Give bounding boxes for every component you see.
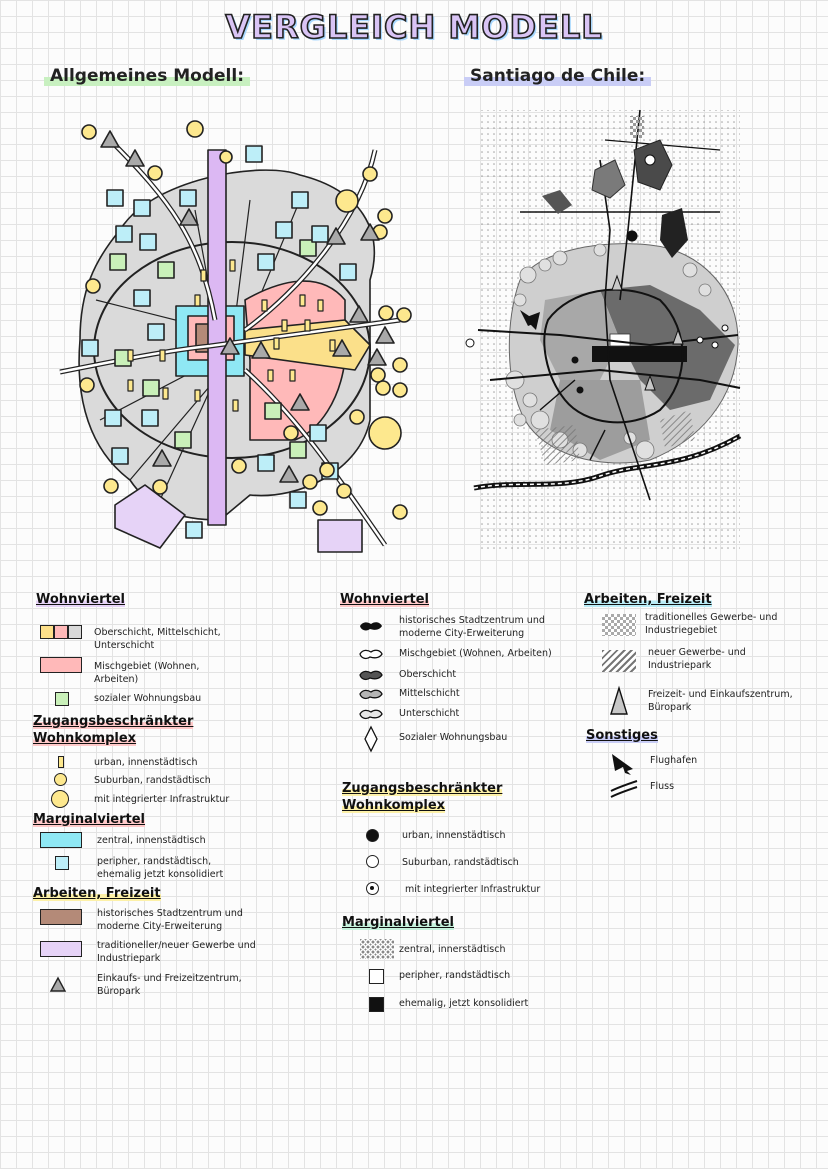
blob-black-icon bbox=[358, 619, 384, 633]
legend-mid-item: Unterschicht bbox=[399, 708, 460, 719]
legend-left-marginal-heading: Marginalviertel bbox=[33, 812, 146, 827]
swatch-infrastruktur-circle bbox=[51, 790, 69, 808]
swatch-marginal-zentral-pattern bbox=[360, 939, 394, 959]
legend-right-item: Flughafen bbox=[650, 755, 698, 766]
legend-left-item: sozialer Wohnungsbau bbox=[94, 693, 202, 704]
legend-mid-item: mit integrierter Infrastruktur bbox=[405, 884, 541, 895]
legend-mid-item: Oberschicht bbox=[399, 669, 457, 680]
legend-mid-marginal-heading: Marginalviertel bbox=[342, 915, 455, 930]
swatch-marginal-peripher-white bbox=[369, 969, 384, 984]
blob-light-icon bbox=[358, 707, 384, 721]
triangle-icon bbox=[609, 686, 629, 716]
swatch-gewerbe-checker bbox=[602, 614, 636, 636]
diamond-icon bbox=[364, 726, 378, 752]
legend-mid-item: Suburban, randstädtisch bbox=[402, 857, 519, 868]
swatch-suburban-circle bbox=[54, 773, 67, 786]
blob-gray-icon bbox=[358, 687, 384, 701]
legend-mid-wohnviertel-heading: Wohnviertel bbox=[340, 592, 429, 607]
swatch-mischgebiet bbox=[40, 657, 82, 673]
legend-left-zugang-heading-2: Wohnkomplex bbox=[33, 731, 137, 746]
swatch-marginal-konsolidiert bbox=[369, 997, 384, 1012]
legend-right-item: Freizeit- und Einkaufszentrum, Büropark bbox=[648, 689, 793, 713]
swatch-mittelschicht bbox=[54, 625, 68, 639]
swatch-sozialer-wohnungsbau bbox=[55, 692, 69, 706]
legend-left-item: Mischgebiet (Wohnen, Arbeiten) bbox=[94, 661, 200, 685]
legend-left-zugang-heading-1: Zugangsbeschränkter bbox=[33, 714, 194, 729]
legend-left-item: urban, innenstädtisch bbox=[94, 757, 198, 768]
legend-left-arbeiten-heading: Arbeiten, Freizeit bbox=[33, 886, 161, 901]
legend-mid-item: peripher, randstädtisch bbox=[399, 970, 511, 981]
blob-white-icon bbox=[358, 647, 384, 661]
legend-mid-item: zentral, innerstädtisch bbox=[399, 944, 506, 955]
legend-mid-item: ehemalig, jetzt konsolidiert bbox=[399, 998, 529, 1009]
legend-mid-item: urban, innenstädtisch bbox=[402, 830, 506, 841]
swatch-zugang-suburban bbox=[366, 855, 379, 868]
legend-mid-item: Mischgebiet (Wohnen, Arbeiten) bbox=[399, 648, 552, 659]
legend-left-item: Einkaufs- und Freizeitzentrum, Büropark bbox=[97, 973, 242, 997]
airplane-icon bbox=[609, 751, 635, 775]
swatch-urban-bar bbox=[58, 756, 64, 768]
legend-mid-item: Mittelschicht bbox=[399, 688, 460, 699]
river-icon bbox=[609, 779, 639, 799]
legend-right-item: Fluss bbox=[650, 781, 675, 792]
swatch-unterschicht bbox=[68, 625, 82, 639]
legend-mid-item: Sozialer Wohnungsbau bbox=[399, 732, 508, 743]
legend-mid-item: historisches Stadtzentrum und moderne City-Erweiterung bbox=[399, 615, 545, 639]
legend-left-item: peripher, randstädtisch, ehemalig jetzt konsolidiert bbox=[97, 856, 224, 880]
swatch-industriepark-hatch bbox=[602, 650, 636, 672]
swatch-marginal-zentral bbox=[40, 832, 82, 848]
swatch-zugang-urban bbox=[366, 829, 379, 842]
legend-left-item: mit integrierter Infrastruktur bbox=[94, 794, 230, 805]
legend-left-item: zentral, innenstädtisch bbox=[97, 835, 206, 846]
blob-dark-icon bbox=[358, 668, 384, 682]
swatch-marginal-peripher bbox=[55, 856, 69, 870]
triangle-icon bbox=[50, 977, 68, 993]
swatch-oberschicht bbox=[40, 625, 54, 639]
legend-right-item: neuer Gewerbe- und Industriepark bbox=[648, 647, 746, 671]
legend-right-item: traditionelles Gewerbe- und Industriegebiet bbox=[645, 612, 778, 636]
legend-left-item: Suburban, randstädtisch bbox=[94, 775, 211, 786]
legend-right-sonstiges-heading: Sonstiges bbox=[586, 728, 658, 743]
legend-right-arbeiten-heading: Arbeiten, Freizeit bbox=[584, 592, 712, 607]
left-map-title: Allgemeines Modell: bbox=[44, 66, 250, 86]
legend-mid-zugang-heading-2: Wohnkomplex bbox=[342, 798, 446, 813]
swatch-stadtzentrum bbox=[40, 909, 82, 925]
swatch-zugang-infra bbox=[366, 882, 379, 895]
legend-left-wohnviertel-heading: Wohnviertel bbox=[36, 592, 125, 607]
legend-left-item: Oberschicht, Mittelschicht, Unterschicht bbox=[94, 627, 221, 651]
legend-left-item: historisches Stadtzentrum und moderne City-Erweiterung bbox=[97, 908, 243, 932]
page-title: VERGLEICH MODELL bbox=[225, 8, 603, 46]
legend-mid-zugang-heading-1: Zugangsbeschränkter bbox=[342, 781, 503, 796]
right-map-title: Santiago de Chile: bbox=[464, 66, 651, 86]
legend-left-item: traditioneller/neuer Gewerbe und Industriepark bbox=[97, 940, 256, 964]
swatch-gewerbe bbox=[40, 941, 82, 957]
